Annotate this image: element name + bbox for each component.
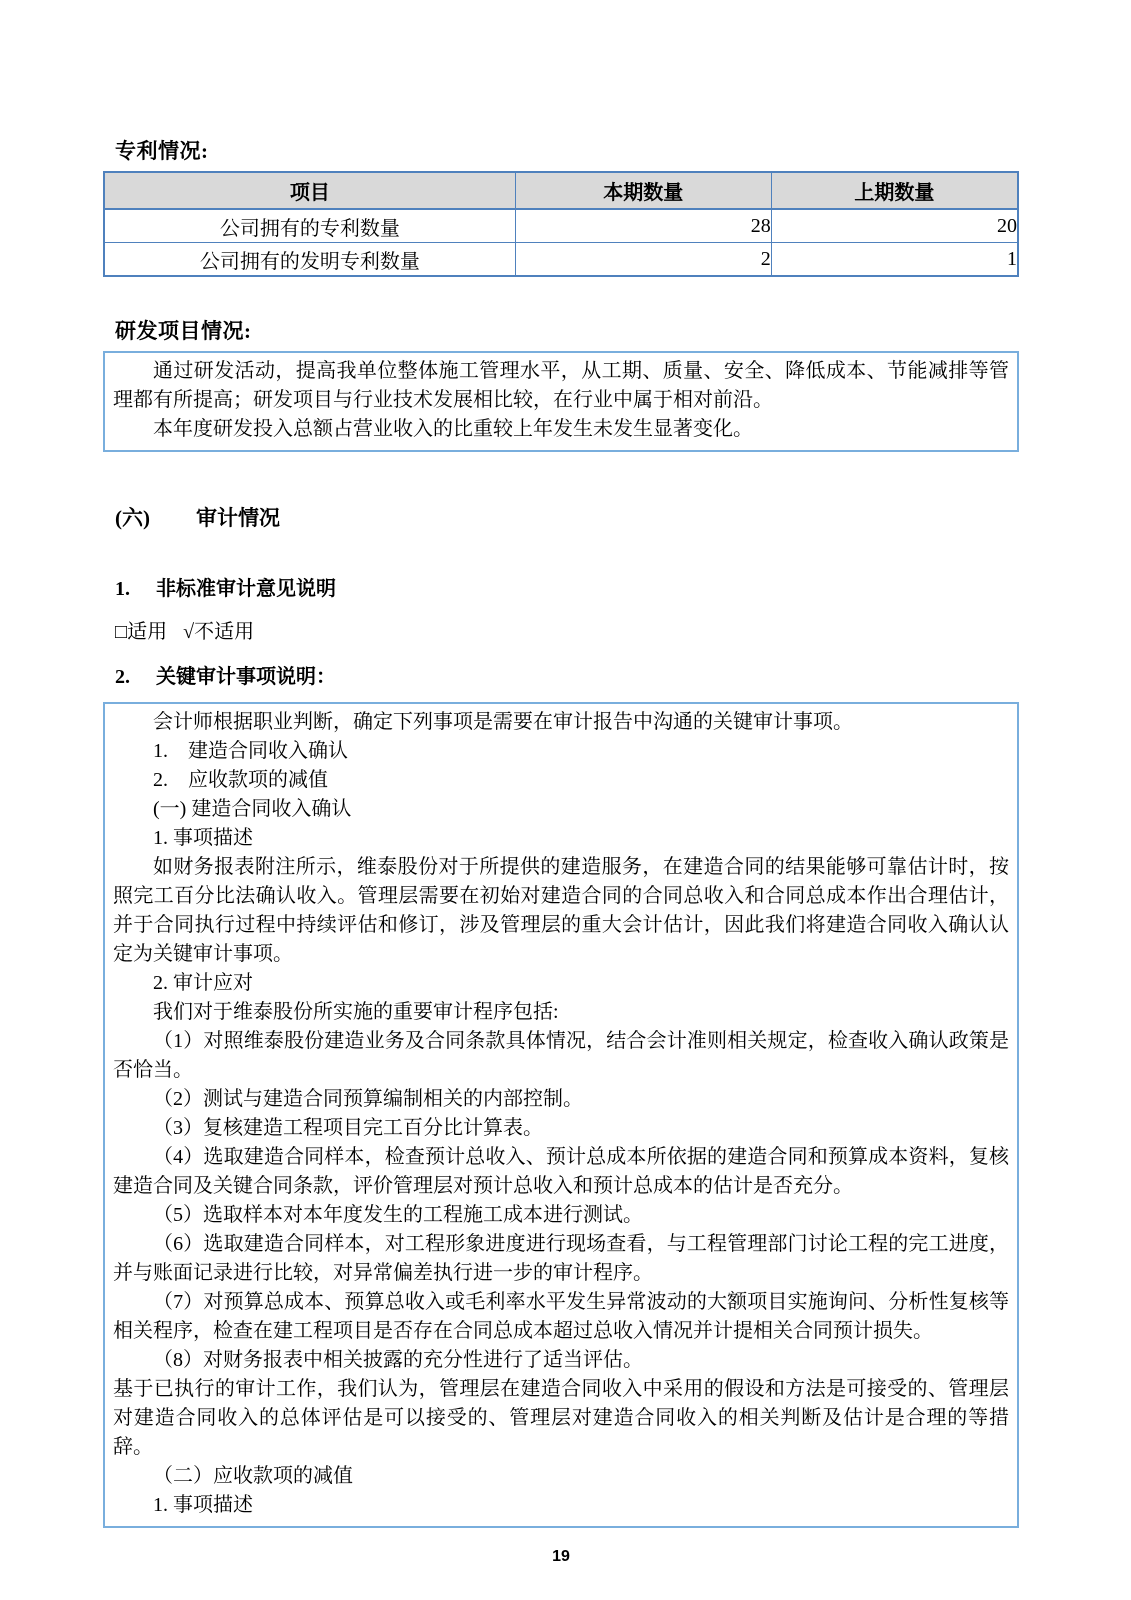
- item-number: 2.: [115, 666, 130, 688]
- audit-section-heading: [115, 502, 1019, 532]
- page-number: 19: [552, 1548, 570, 1565]
- not-applicable-label: 不适用: [194, 621, 255, 643]
- procedure-item: （3）复核建造工程项目完工百分比计算表。: [153, 1117, 543, 1139]
- paragraph: 本年度研发投入总额占营业收入的比重较上年发生未发生显著变化。: [153, 418, 753, 440]
- paragraph: 如财务报表附注所示，维泰股份对于所提供的建造服务，在建造合同的结果能够可靠估计时，按照完工百分比法确认收入。管理层需要在初始对建造合同的合同总收入和合同总成本作出合理估计，并于合同执行过程中持续评估和修订，涉及管理层的重大会计估计，因此我们将建造合同收入确认认定为关键审计事项。: [113, 856, 1009, 965]
- table-header-row: [104, 172, 1018, 209]
- paragraph: 会计师根据职业判断，确定下列事项是需要在审计报告中沟通的关键审计事项。: [153, 711, 853, 733]
- procedure-item: （2）测试与建造合同预算编制相关的内部控制。: [153, 1088, 583, 1110]
- paragraph: 我们对于维泰股份所实施的重要审计程序包括:: [153, 1001, 559, 1023]
- key-audit-matters-heading: [115, 660, 1019, 689]
- patent-section-title: 专利情况:: [115, 139, 209, 163]
- invention-patent-count-label: 公司拥有的发明专利数量: [104, 243, 515, 277]
- list-item: 2. 应收款项的减值: [153, 769, 328, 791]
- item-heading-text: 非标准审计意见说明: [156, 578, 336, 600]
- column-header-item: 项目: [104, 172, 515, 209]
- column-header-prior-period: 上期数量: [771, 172, 1018, 209]
- procedure-item: （1）对照维泰股份建造业务及合同条款具体情况，结合会计准则相关规定，检查收入确认政策是否恰当。: [113, 1030, 1009, 1081]
- conclusion-paragraph: 基于已执行的审计工作，我们认为，管理层在建造合同收入中采用的假设和方法是可接受的、管理层对建造合同收入的总体评估是可以接受的、管理层对建造合同收入的相关判断及估计是合理的等措辞。: [113, 1378, 1009, 1458]
- subsection-heading: 1. 事项描述: [153, 827, 253, 849]
- rd-description-box: [103, 351, 1019, 452]
- subsection-heading: （二）应收款项的减值: [153, 1465, 353, 1487]
- procedure-item: （5）选取样本对本年度发生的工程施工成本进行测试。: [153, 1204, 643, 1226]
- item-number: 1.: [115, 578, 130, 600]
- table-row: [104, 243, 1018, 277]
- subsection-heading: 2. 审计应对: [153, 972, 253, 994]
- item-heading-text: 关键审计事项说明：: [156, 666, 336, 688]
- patent-count-prior: 20: [771, 209, 1018, 243]
- subsection-heading: 1. 事项描述: [153, 1494, 253, 1516]
- procedure-item: （6）选取建造合同样本，对工程形象进度进行现场查看，与工程管理部门讨论工程的完工进度，并与账面记录进行比较，对异常偏差执行进一步的审计程序。: [113, 1233, 1009, 1284]
- checkbox-unchecked-icon: □: [115, 621, 128, 643]
- nonstandard-opinion-heading: [115, 572, 1019, 601]
- list-item: 1. 建造合同收入确认: [153, 740, 348, 762]
- subsection-heading: (一) 建造合同收入确认: [153, 798, 352, 820]
- column-header-current-period: 本期数量: [515, 172, 771, 209]
- invention-patent-count-current: 2: [515, 243, 771, 277]
- rd-section-title: 研发项目情况:: [115, 319, 252, 343]
- applicable-label: 适用: [127, 621, 168, 643]
- patent-count-label: 公司拥有的专利数量: [104, 209, 515, 243]
- table-row: [104, 209, 1018, 243]
- section-heading-text: 审计情况: [196, 506, 280, 530]
- procedure-item: （7）对预算总成本、预算总收入或毛利率水平发生异常波动的大额项目实施询问、分析性复核等相关程序，检查在建工程项目是否存在合同总成本超过总收入情况并计提相关合同预计损失。: [113, 1291, 1009, 1342]
- invention-patent-count-prior: 1: [771, 243, 1018, 277]
- section-number: (六): [115, 506, 150, 530]
- procedure-item: （4）选取建造合同样本，检查预计总收入、预计总成本所依据的建造合同和预算成本资料，复核建造合同及关键合同条款，评价管理层对预计总收入和预计总成本的估计是否充分。: [113, 1146, 1009, 1197]
- patent-table: [103, 171, 1019, 277]
- procedure-item: （8）对财务报表中相关披露的充分性进行了适当评估。: [153, 1349, 643, 1371]
- patent-count-current: 28: [515, 209, 771, 243]
- applicability-line: [115, 615, 1019, 644]
- key-audit-matters-box: [103, 702, 1019, 1528]
- paragraph: 通过研发活动，提高我单位整体施工管理水平，从工期、质量、安全、降低成本、节能减排等管理都有所提高；研发项目与行业技术发展相比较，在行业中属于相对前沿。: [113, 360, 1009, 411]
- checkmark-icon: √: [183, 621, 195, 643]
